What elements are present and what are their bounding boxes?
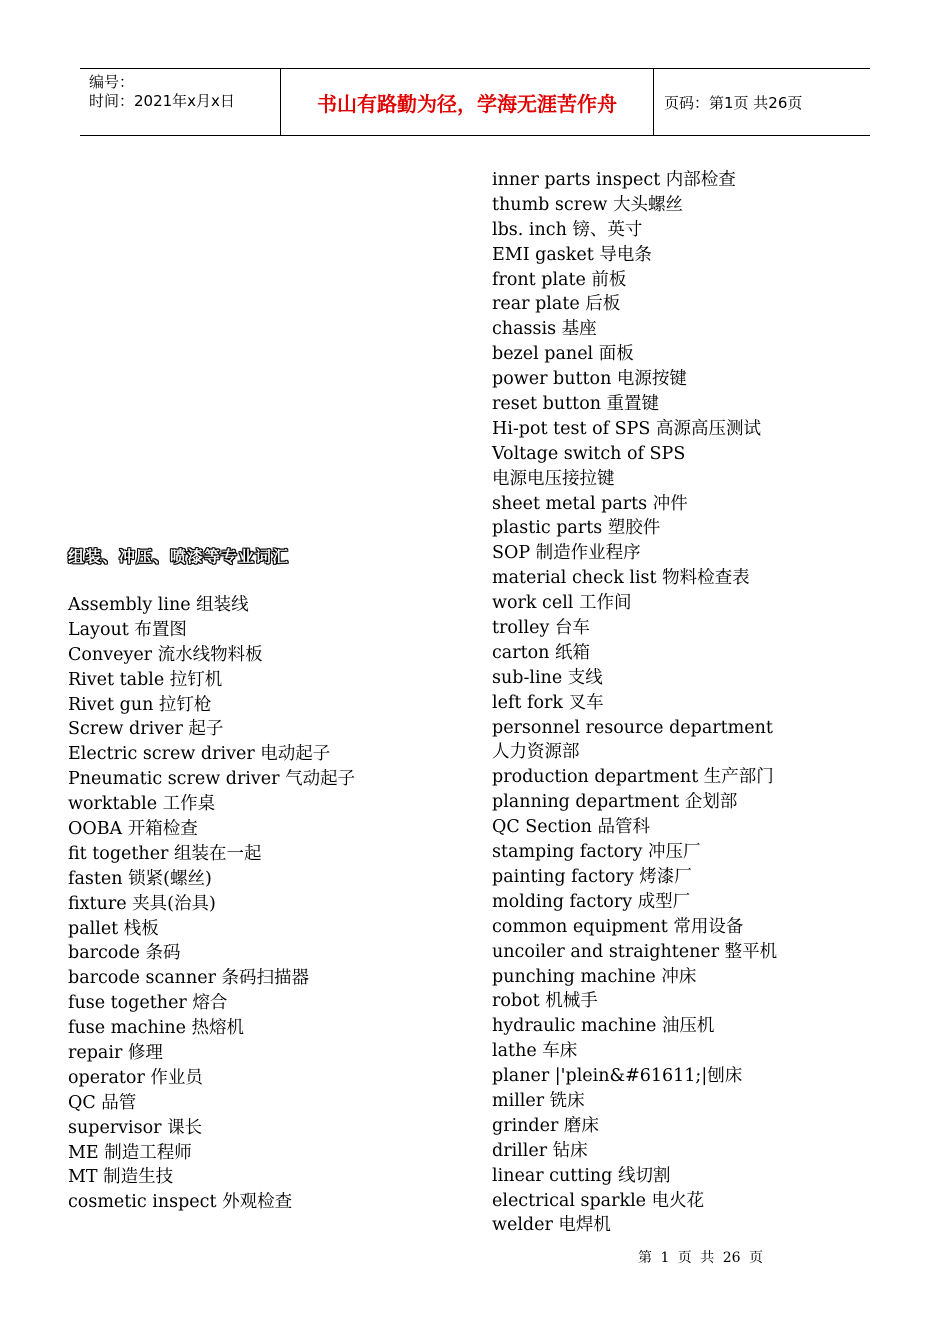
- document-number-label: 编号：: [89, 73, 135, 91]
- term-item: material check list 物料检查表: [492, 568, 750, 589]
- term-item: fasten 锁紧(螺丝): [68, 868, 212, 889]
- term-item: uncoiler and straightener 整平机: [492, 941, 778, 962]
- term-item: fixture 夹具(治具): [68, 893, 216, 914]
- term-item: stamping factory 冲压厂: [492, 842, 701, 863]
- term-item: punching machine 冲床: [492, 966, 697, 987]
- page-header: [80, 68, 870, 136]
- term-item: left fork 叉车: [492, 692, 604, 713]
- term-item: supervisor 课长: [68, 1117, 203, 1138]
- term-item: Rivet table 拉钉机: [68, 669, 223, 690]
- section-title: 组装、冲压、喷漆等专业词汇: [68, 547, 290, 566]
- header-motto: [281, 69, 654, 135]
- term-item: Rivet gun 拉钉枪: [68, 694, 212, 715]
- motto-text: 书山有路勤为径，学海无涯苦作舟: [317, 91, 617, 116]
- term-item: reset button 重置键: [492, 394, 660, 415]
- term-item: QC Section 品管科: [492, 817, 650, 838]
- term-item: ME 制造工程师: [68, 1142, 192, 1163]
- term-item: sub-line 支线: [492, 667, 603, 688]
- document-time-label: 时间：2021年x月x日: [89, 92, 235, 110]
- term-item: sheet metal parts 冲件: [492, 493, 688, 514]
- term-item: lathe 车床: [492, 1041, 578, 1062]
- term-item: Conveyer 流水线物料板: [68, 644, 263, 665]
- term-item: pallet 栈板: [68, 918, 159, 939]
- header-page-info: [654, 69, 870, 135]
- page-info-text: 页码：第1页 共26页: [664, 93, 803, 112]
- term-item: Screw driver 起子: [68, 719, 224, 740]
- header-meta: [80, 69, 281, 135]
- term-item: rear plate 后板: [492, 294, 621, 315]
- term-item: cosmetic inspect 外观检查: [68, 1192, 293, 1213]
- term-item: repair 修理: [68, 1043, 163, 1064]
- left-term-list: [68, 593, 355, 1215]
- term-item: electrical sparkle 电火花: [492, 1190, 705, 1211]
- term-item: SOP 制造作业程序: [492, 543, 641, 564]
- term-item: production department 生产部门: [492, 767, 774, 788]
- term-item: fit together 组装在一起: [68, 843, 262, 864]
- term-item: fuse together 熔合: [68, 993, 228, 1014]
- term-item: linear cutting 线切割: [492, 1165, 671, 1186]
- term-item: fuse machine 热熔机: [68, 1018, 245, 1039]
- term-item: power button 电源按键: [492, 369, 687, 390]
- term-item: Layout 布置图: [68, 619, 187, 640]
- right-term-list: [492, 168, 777, 1238]
- term-item: painting factory 烤漆厂: [492, 866, 692, 887]
- term-item: barcode 条码: [68, 943, 181, 964]
- term-item: planning department 企划部: [492, 792, 738, 813]
- term-item: hydraulic machine 油压机: [492, 1016, 715, 1037]
- term-item: plastic parts 塑胶件: [492, 518, 661, 539]
- term-item: operator 作业员: [68, 1067, 203, 1088]
- term-item: MT 制造生技: [68, 1167, 174, 1188]
- term-item: trolley 台车: [492, 618, 590, 639]
- term-item: welder 电焊机: [492, 1215, 611, 1236]
- term-item: barcode scanner 条码扫描器: [68, 968, 310, 989]
- term-item: inner parts inspect 内部检查: [492, 170, 736, 190]
- term-item: thumb screw 大头螺丝: [492, 194, 683, 215]
- term-item: Assembly line 组装线: [68, 595, 249, 615]
- term-item: Voltage switch of SPS: [492, 443, 686, 464]
- term-item: miller 铣床: [492, 1090, 585, 1111]
- term-item: worktable 工作桌: [68, 794, 216, 815]
- page-footer: 第 1 页 共 26 页: [638, 1250, 763, 1266]
- term-item: personnel resource department: [492, 717, 773, 738]
- term-item: driller 钻床: [492, 1140, 588, 1161]
- term-item: front plate 前板: [492, 269, 627, 290]
- term-item: 电源电压接拉键: [492, 468, 615, 489]
- term-item: bezel panel 面板: [492, 344, 634, 365]
- term-item: chassis 基座: [492, 319, 597, 340]
- term-item: common equipment 常用设备: [492, 916, 744, 937]
- term-item: Hi-pot test of SPS 高源高压测试: [492, 418, 761, 439]
- term-item: QC 品管: [68, 1092, 137, 1113]
- term-item: work cell 工作间: [492, 593, 632, 614]
- term-item: OOBA 开箱检查: [68, 819, 198, 840]
- term-item: planer |'plein&#61611;|刨床: [492, 1066, 743, 1087]
- term-item: EMI gasket 导电条: [492, 244, 652, 265]
- term-item: lbs. inch 镑、英寸: [492, 219, 643, 240]
- term-item: carton 纸箱: [492, 642, 591, 663]
- term-item: Pneumatic screw driver 气动起子: [68, 769, 356, 790]
- term-item: 人力资源部: [492, 742, 580, 763]
- term-item: grinder 磨床: [492, 1115, 599, 1136]
- term-item: molding factory 成型厂: [492, 891, 691, 912]
- term-item: Electric screw driver 电动起子: [68, 744, 331, 765]
- term-item: robot 机械手: [492, 991, 598, 1012]
